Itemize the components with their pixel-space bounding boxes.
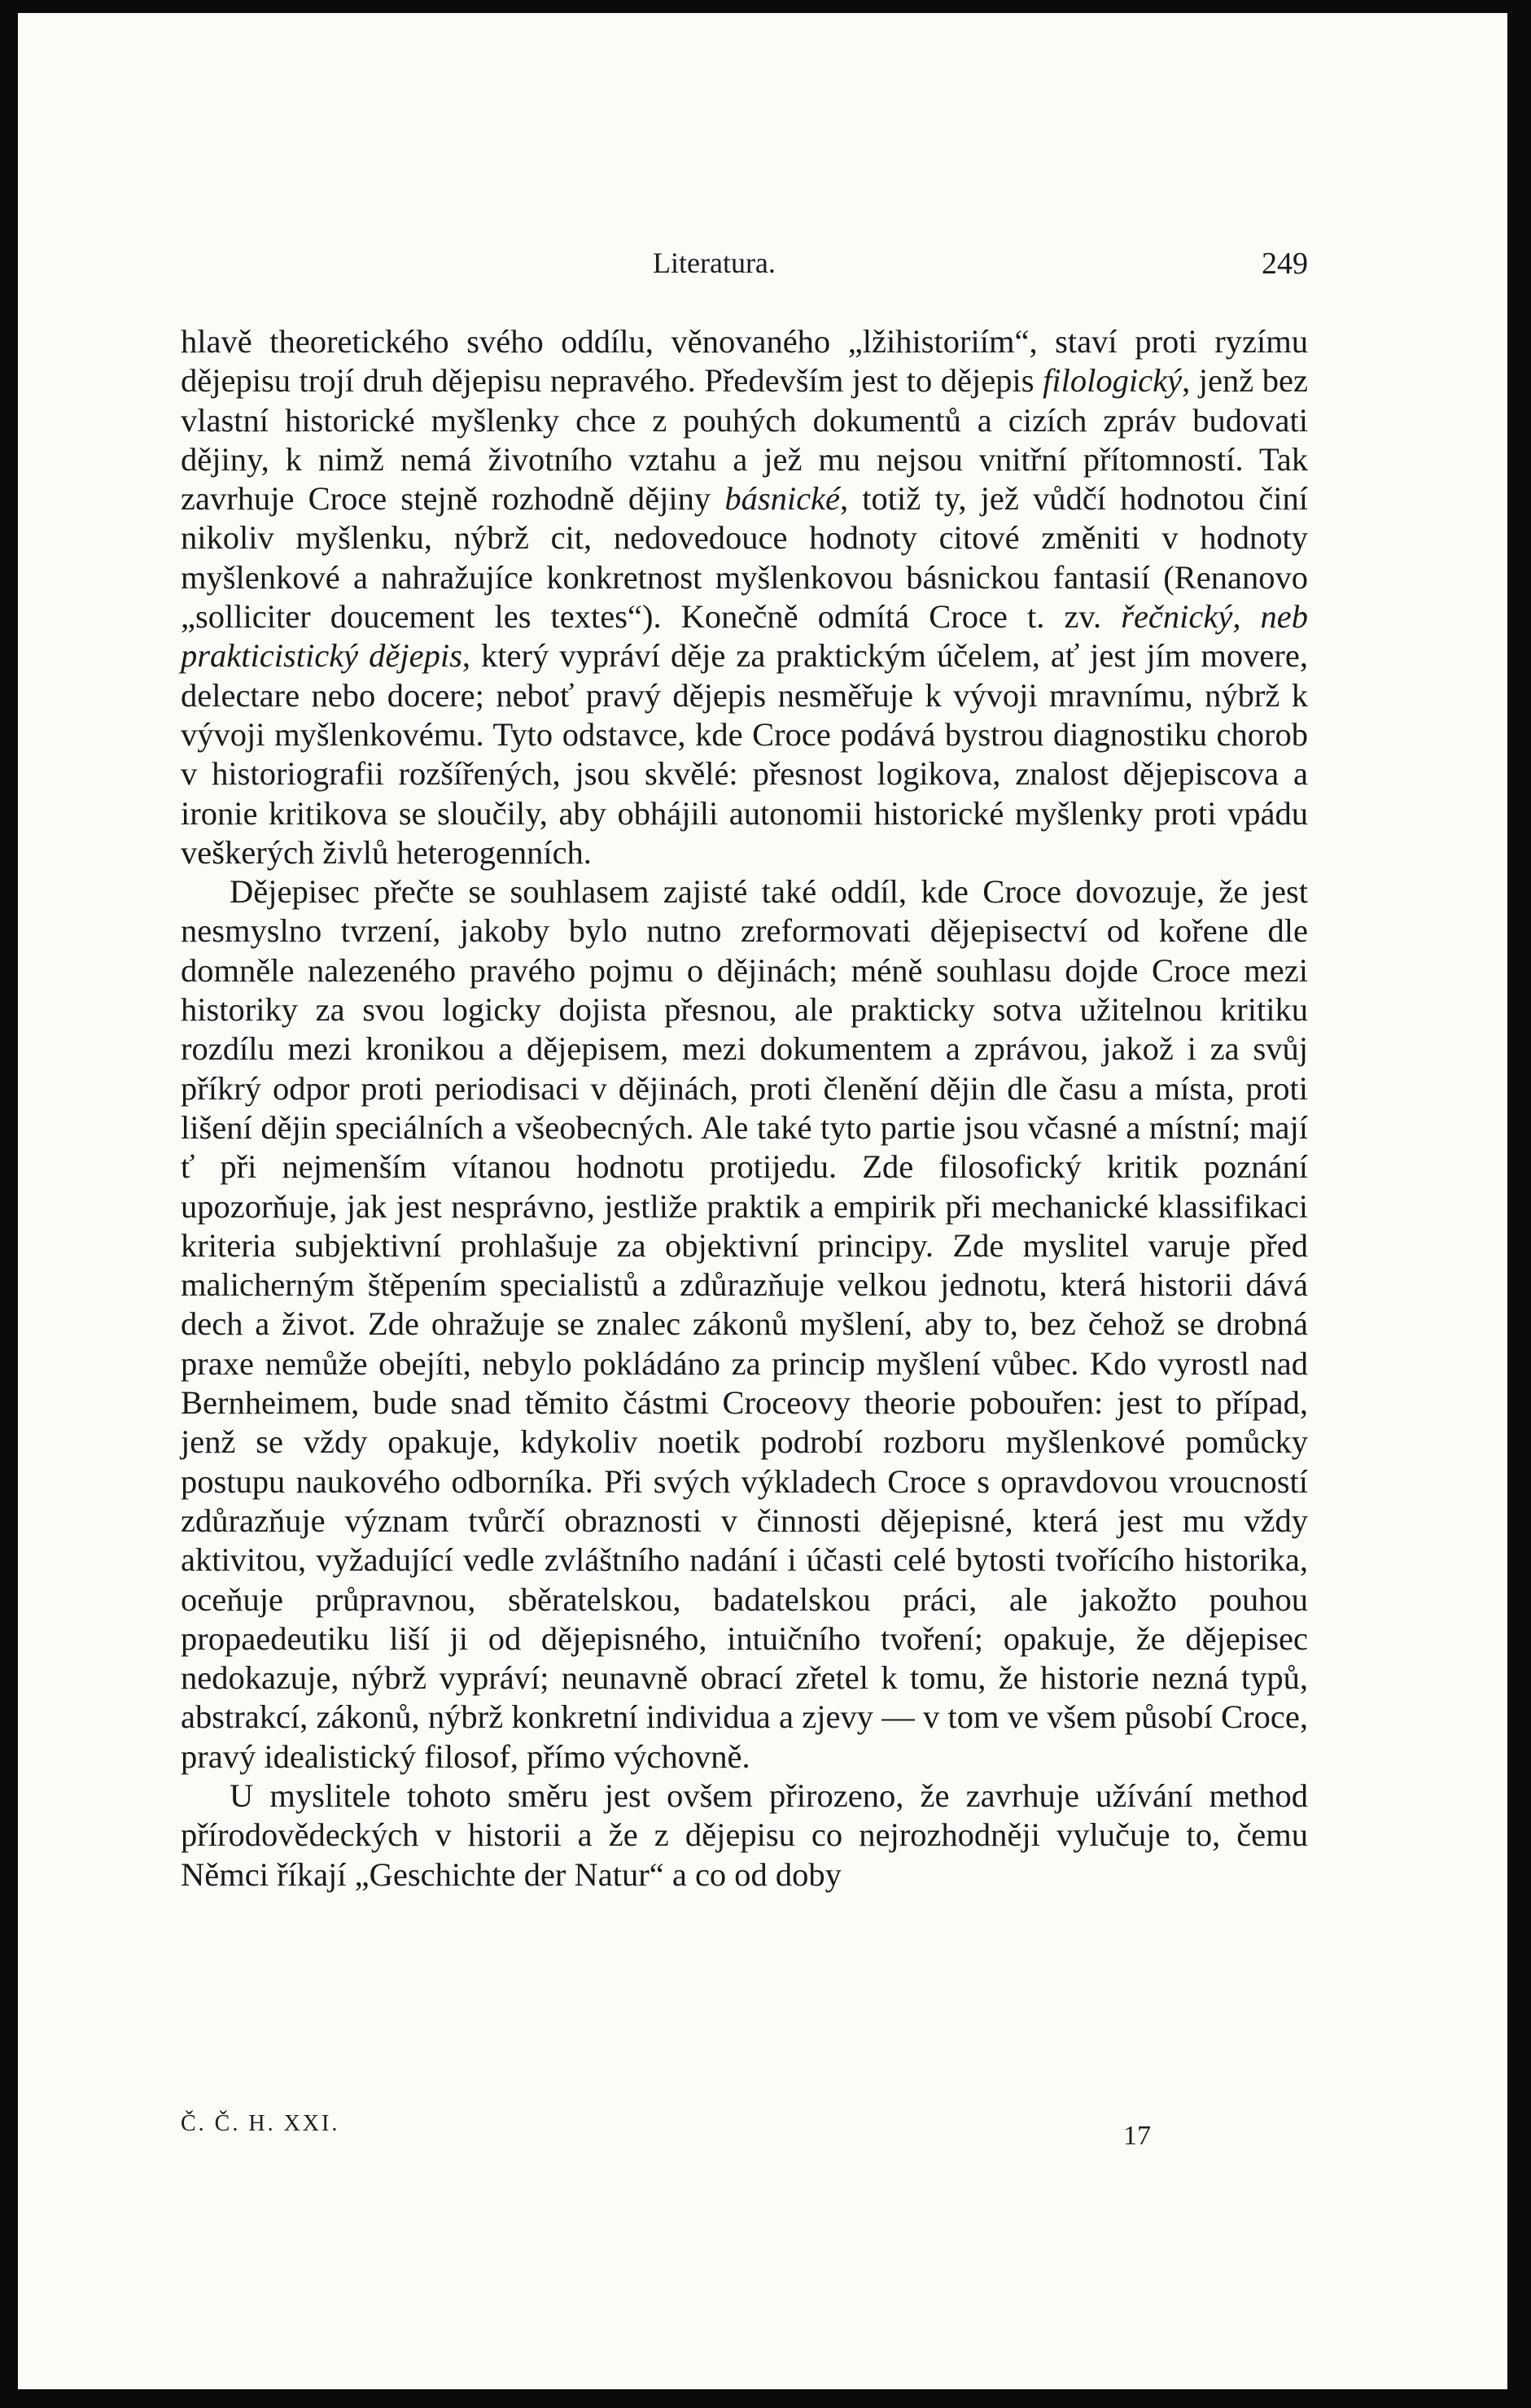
- printer-signature: Č. Č. H. XXI.: [181, 2111, 340, 2136]
- text-run: Dějepisec přečte se souhlasem zajisté také oddíl, kde Croce dovozuje, že jest nesmyslno tvrzení, jakoby bylo nutno zreformovati dějepisectví od kořene dle domněle nalezeného pravého pojmu o dějinách; méně souhlasu dojde Croce mezi historiky za svou logicky dojista přesnou, ale prakticky sotva užitelnou kritiku rozdílu mezi kronikou a dějepisem, mezi dokumentem a zprávou, jakož i za svůj příkrý odpor proti periodisaci v dějinách, proti členění dějin dle času a místa, proti lišení dějin speciálních a všeobecných. Ale také tyto partie jsou včasné a místní; mají ť při nejmenším vítanou hodnotu protijedu. Zde filosofický kritik poznání upozorňuje, jak jest nesprávno, jestliže praktik a empirik při mechanické klassifikaci kriteria subjektivní prohlašuje za objektivní principy. Zde myslitel varuje před malicherným štěpením specialistů a zdůrazňuje velkou jednotu, která historii dává dech a život. Zde ohražuje se znalec zákonů myšlení, aby to, bez čehož se drobná praxe nemůže obejíti, nebylo pokládáno za princip myšlení vůbec. Kdo vyrostl nad Bernheimem, bude snad těmito částmi Croceovy theorie pobouřen: jest to případ, jenž se vždy opakuje, kdykoliv noetik podrobí rozboru myšlenkové pomůcky postupu naukového odborníka. Při svých výkladech Croce s opravdovou vroucností zdůrazňuje význam tvůrčí obraznosti v činnosti dějepisné, která jest mu vždy aktivitou, vyžadující vedle zvláštního nadání i účasti celé bytosti tvořícího historika, oceňuje průpravnou, sběratelskou, badatelskou práci, ale jakožto pouhou propaedeutiku liší ji od dějepisného, intuičního tvoření; opakuje, že dějepisec nedokazuje, nýbrž vypráví; neunavně obrací zřetel k tomu, že historie nezná typů, abstrakcí, zákonů, nýbrž konkretní individua a zjevy — v tom ve všem působí Croce, pravý idealistický filosof, přímo výchovně.: [181, 873, 1308, 1775]
- paragraph-3: [181, 1777, 1308, 1894]
- page-number: 249: [1262, 247, 1308, 281]
- paragraph-1: [181, 322, 1308, 872]
- text-run: , který vypráví děje za praktickým účelem, ať jest jím movere, delectare nebo docere; neboť pravý dějepis nesměřuje k vývoji mravnímu, nýbrž k vývoji myšlenkovému. Tyto odstavce, kde Croce podává bystrou diagnostiku chorob v historiografii rozšířených, jsou skvělé: přesnost logikova, znalost dějepiscova a ironie kritikova se sloučily, aby obhájili autonomii historické myšlenky proti vpádu veškerých živlů heterogenních.: [181, 637, 1308, 871]
- page-footer: [181, 2111, 1308, 2160]
- book-page: [18, 13, 1507, 2389]
- running-head: [181, 246, 1308, 295]
- sheet-number: 17: [1123, 2121, 1151, 2151]
- text-run: , jenž bez vlastní historické myšlenky chce z pouhých dokumentů a cizích zpráv budovati dějiny, k nimž nemá životního vztahu a jež mu nejsou vnitřní přítomností. Tak zavrhuje Croce stejně rozhodně dějiny: [181, 362, 1308, 518]
- body-text: [181, 322, 1308, 1894]
- paragraph-2: [181, 872, 1308, 1777]
- italic-term: filologický: [1043, 362, 1183, 400]
- italic-term: básnické: [724, 480, 841, 518]
- text-run: , totiž ty, jež vůdčí hodnotou činí nikoliv myšlenku, nýbrž cit, nedovedouce hodnoty citové změniti v hodnoty myšlenkové a nahražujíce konkretnost myšlenkovou básnickou fantasií (Renanovo „solliciter doucement les textes“). Konečně odmítá Croce t. zv.: [181, 480, 1308, 636]
- italic-term: řečnický, neb prakticistický dějepis: [181, 598, 1308, 675]
- text-run: hlavě theoretického svého oddílu, věnovaného „lžihistoriím“, staví proti ryzímu dějepisu trojí druh dějepisu nepravého. Především jest to dějepis: [181, 323, 1308, 400]
- text-run: U myslitele tohoto směru jest ovšem přirozeno, že zavrhuje užívání method přírodovědeckých v historii a že z dějepisu co nejrozhodněji vylučuje to, čemu Němci říkají „Geschichte der Natur“ a co od doby: [181, 1777, 1308, 1893]
- running-head-title: Literatura.: [653, 247, 776, 279]
